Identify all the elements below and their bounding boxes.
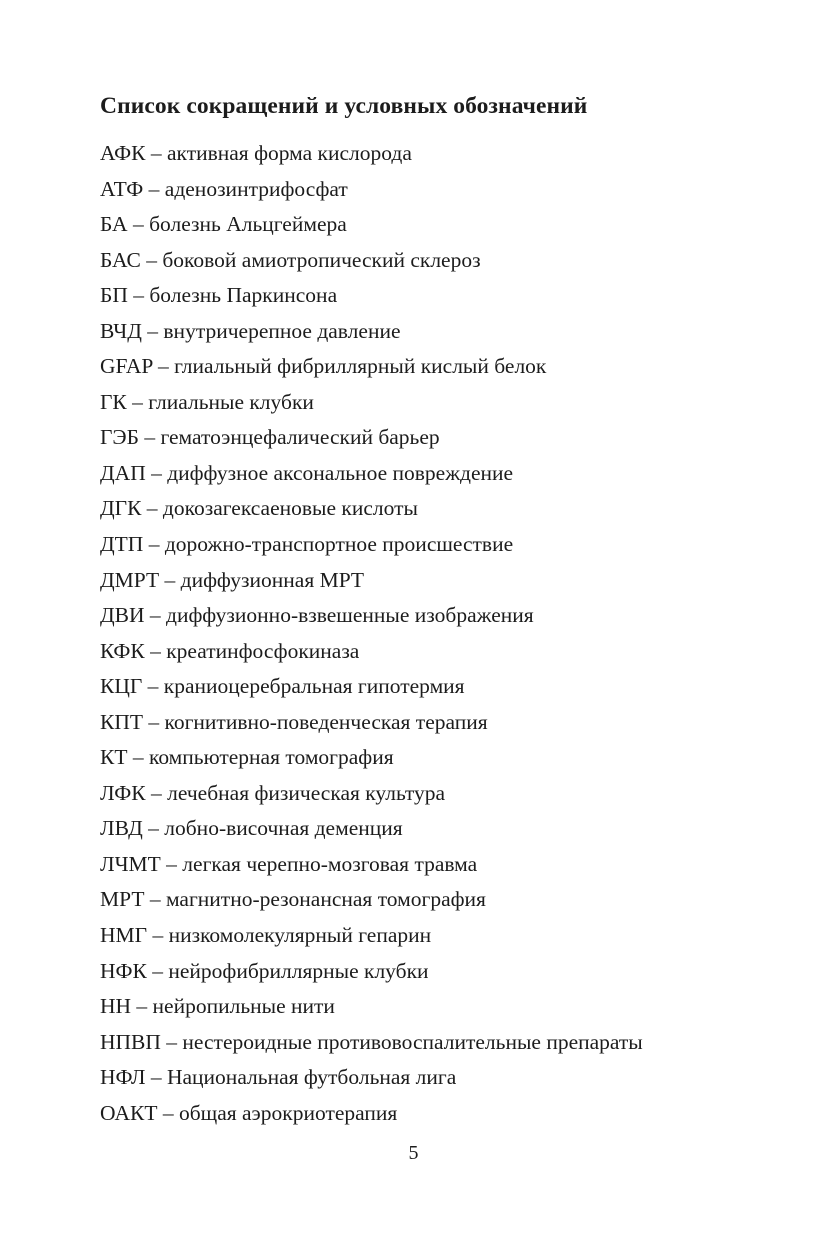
abbreviation-entry: ОАКТ – общая аэрокриотерапия [100, 1100, 398, 1125]
abbreviation-entry: GFAP – глиальный фибриллярный кислый белок [100, 354, 547, 379]
abbreviation-entry: ГК – глиальные клубки [100, 389, 314, 414]
abbreviation-entry: МРТ – магнитно-резонансная томография [100, 887, 486, 912]
abbreviation-entry: АТФ – аденозинтрифосфат [100, 176, 348, 201]
abbreviation-entry: НМГ – низкомолекулярный гепарин [100, 923, 432, 948]
abbreviation-entry: НПВП – нестероидные противовоспалительные препараты [100, 1029, 643, 1054]
abbreviation-entry: НН – нейропильные нити [100, 994, 335, 1019]
page-heading: Список сокращений и условных обозначений [100, 93, 588, 119]
abbreviation-entry: ДГК – докозагексаеновые кислоты [100, 496, 418, 521]
abbreviation-entry: ВЧД – внутричерепное давление [100, 318, 401, 343]
abbreviation-entry: КЦГ – краниоцеребральная гипотермия [100, 674, 465, 699]
abbreviation-entry: БАС – боковой амиотропический склероз [100, 247, 481, 272]
abbreviation-entry: ДВИ – диффузионно-взвешенные изображения [100, 603, 534, 628]
abbreviation-entry: БА – болезнь Альцгеймера [100, 212, 347, 237]
abbreviation-entry: ЛФК – лечебная физическая культура [100, 780, 446, 805]
abbreviation-entry: ДАП – диффузное аксональное повреждение [100, 460, 514, 485]
abbreviation-entry: ДМРТ – диффузионная МРТ [100, 567, 365, 592]
abbreviation-entry: ЛЧМТ – легкая черепно-мозговая травма [100, 851, 478, 876]
abbreviation-entry: ЛВД – лобно-височная деменция [100, 816, 403, 841]
abbreviation-entry: НФК – нейрофибриллярные клубки [100, 958, 429, 983]
abbreviation-entry: БП – болезнь Паркинсона [100, 283, 338, 308]
abbreviation-entry: ГЭБ – гематоэнцефалический барьер [100, 425, 440, 450]
abbreviation-list [100, 136, 643, 1131]
abbreviation-entry: ДТП – дорожно-транспортное происшествие [100, 532, 514, 557]
abbreviation-entry: КФК – креатинфосфокиназа [100, 638, 360, 663]
abbreviation-entry: КТ – компьютерная томография [100, 745, 394, 770]
abbreviation-entry: КПТ – когнитивно-поведенческая терапия [100, 709, 488, 734]
page-number: 5 [408, 1142, 419, 1164]
abbreviation-entry: НФЛ – Национальная футбольная лига [100, 1065, 457, 1090]
abbreviation-entry: АФК – активная форма кислорода [100, 141, 412, 165]
